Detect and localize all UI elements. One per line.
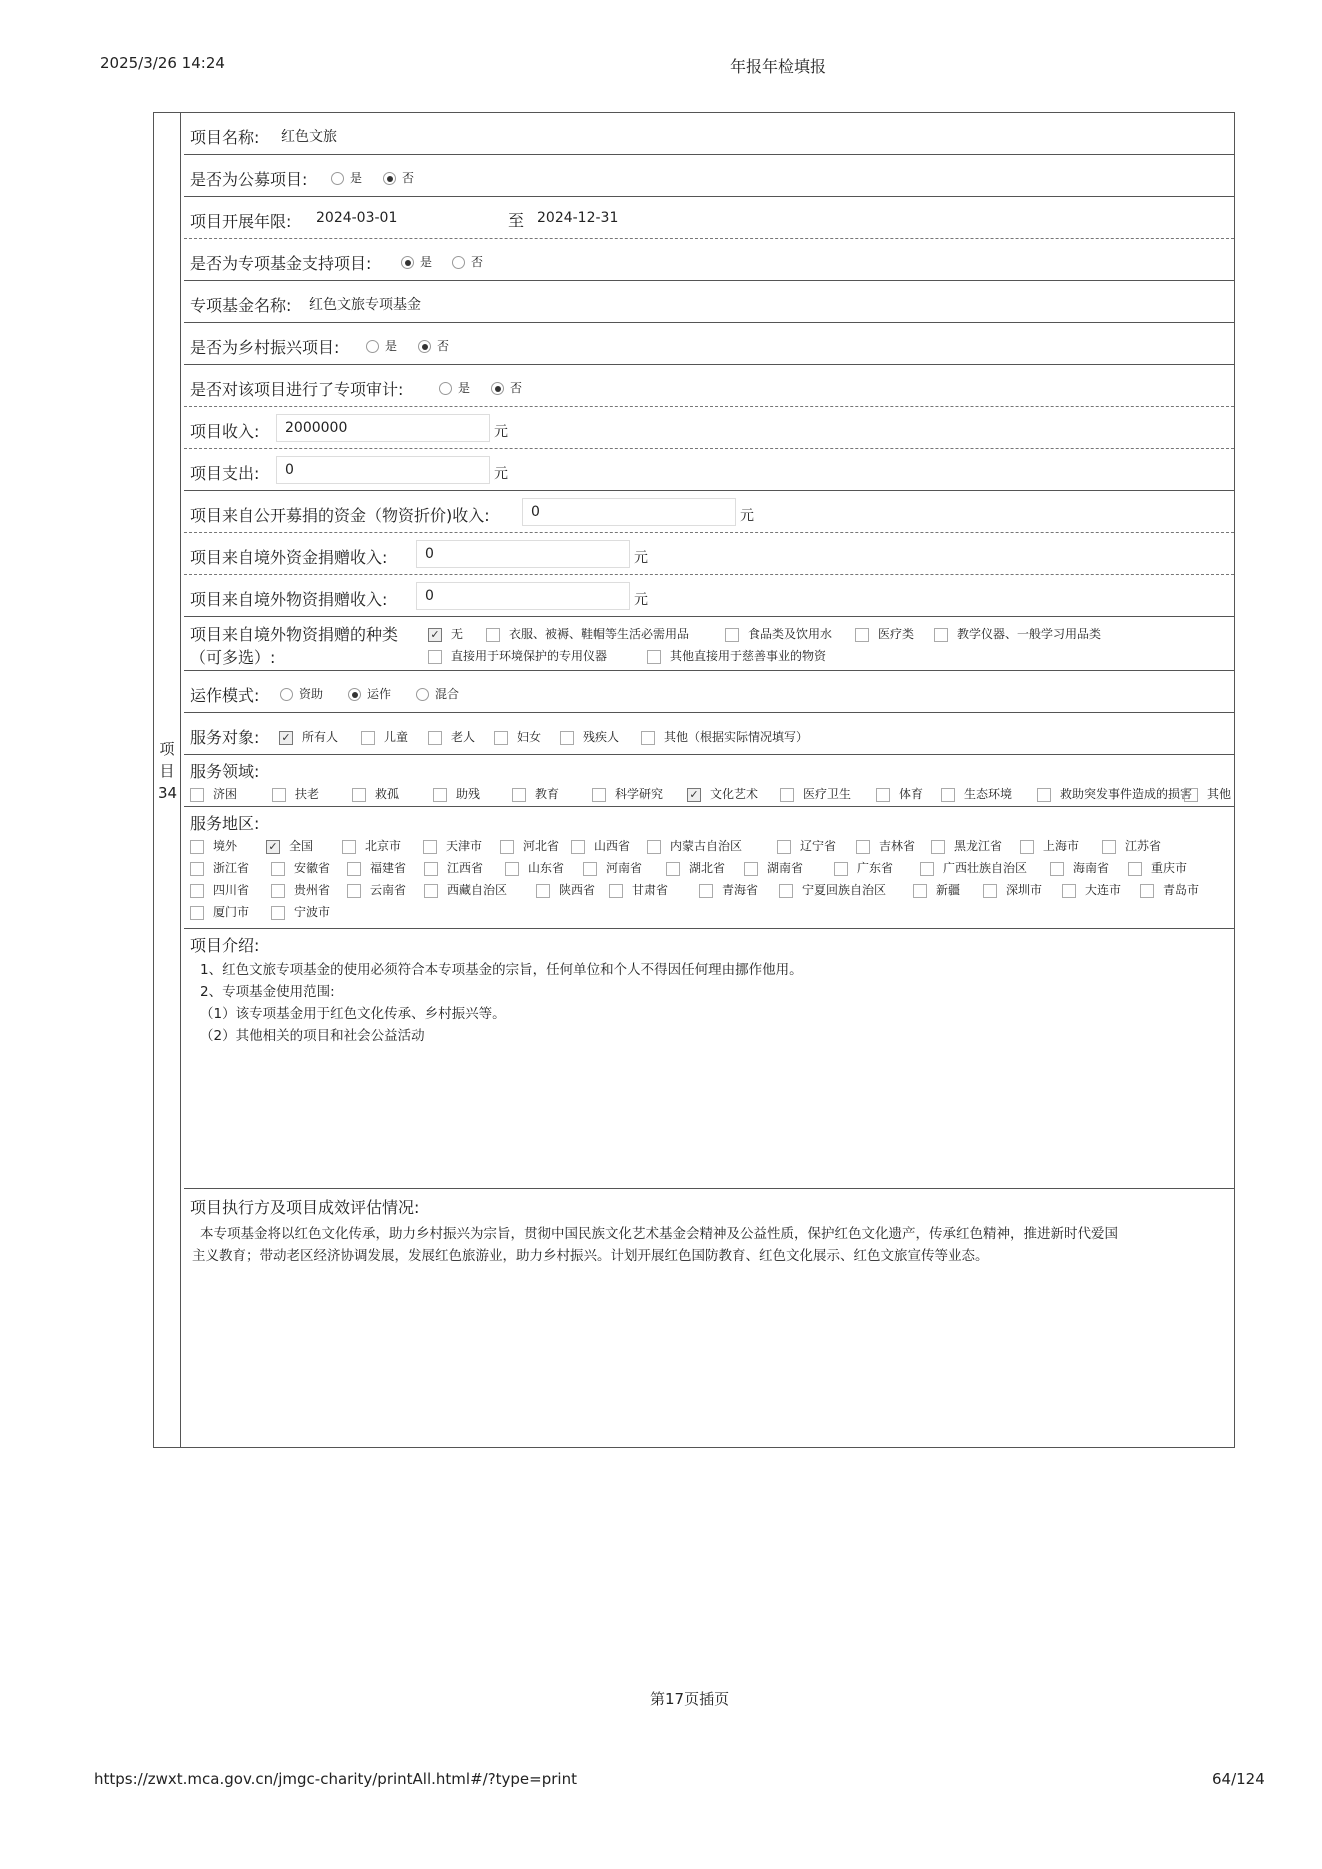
expense-unit: 元 [494,466,508,482]
goods-type-daily-checkbox[interactable]: 衣服、被褥、鞋帽等生活必需用品 [486,625,689,642]
rural-label: 是否为乡村振兴项目: [190,338,340,357]
region-checkbox[interactable]: 西藏自治区 [424,881,507,898]
fundraising-yes-radio[interactable]: 是 [331,169,362,186]
field-sports-checkbox[interactable]: 体育 [876,785,923,802]
intro-label: 项目介绍: [190,936,260,955]
target-disabled-checkbox[interactable]: 残疾人 [560,728,619,745]
region-checkbox[interactable]: 安徽省 [271,859,330,876]
special-fund-yes-radio[interactable]: 是 [401,253,432,270]
expense-input[interactable]: 0 [276,456,490,484]
mode-grant-radio[interactable]: 资助 [280,685,323,702]
row-expense [184,449,1234,491]
goods-type-label-2: （可多选）: [190,648,276,667]
page-label: 第17页插页 [650,1690,730,1708]
row-rural [184,323,1234,365]
region-checkbox[interactable]: 上海市 [1020,837,1079,854]
field-orphan-checkbox[interactable]: 救孤 [352,785,399,802]
region-checkbox[interactable]: 新疆 [913,881,960,898]
region-checkbox[interactable]: 甘肃省 [609,881,668,898]
row-income [184,407,1234,449]
foreign-goods-label: 项目来自境外物资捐赠收入: [190,590,388,609]
region-checkbox[interactable]: 内蒙古自治区 [647,837,742,854]
public-income-unit: 元 [740,508,754,524]
fundraising-no-radio[interactable]: 否 [383,169,414,186]
goods-type-medical-checkbox[interactable]: 医疗类 [855,625,914,642]
region-checkbox[interactable]: 湖南省 [744,859,803,876]
goods-type-none-checkbox[interactable]: ✓ 无 [428,625,463,642]
field-education-checkbox[interactable]: 教育 [512,785,559,802]
region-checkbox[interactable]: 云南省 [347,881,406,898]
income-input[interactable]: 2000000 [276,414,490,442]
region-checkbox[interactable]: 青岛市 [1140,881,1199,898]
goods-type-food-checkbox[interactable]: 食品类及饮用水 [725,625,832,642]
service-region-label: 服务地区: [190,814,260,833]
public-income-label: 项目来自公开募捐的资金（物资折价)收入: [190,506,490,525]
target-children-checkbox[interactable]: 儿童 [361,728,408,745]
field-science-checkbox[interactable]: 科学研究 [592,785,663,802]
region-checkbox[interactable]: 河南省 [583,859,642,876]
mode-mixed-radio[interactable]: 混合 [416,685,459,702]
project-name-label: 项目名称: [190,128,260,147]
region-checkbox[interactable]: 宁夏回族自治区 [779,881,886,898]
mode-operate-radio[interactable]: 运作 [348,685,391,702]
row-audit [184,365,1234,407]
goods-type-other-checkbox[interactable]: 其他直接用于慈善事业的物资 [647,647,826,664]
special-fund-name-label: 专项基金名称: [190,296,292,315]
row-period [184,197,1234,239]
row-special-fund-name [184,281,1234,323]
region-checkbox[interactable]: 重庆市 [1128,859,1187,876]
page-count: 64/124 [1212,1770,1265,1788]
region-checkbox[interactable]: 贵州省 [271,881,330,898]
form-content [184,113,1234,1447]
row-foreign-goods [184,575,1234,617]
field-health-checkbox[interactable]: 医疗卫生 [780,785,851,802]
audit-yes-radio[interactable]: 是 [439,379,470,396]
field-disabled-checkbox[interactable]: 助残 [433,785,480,802]
region-checkbox[interactable]: 黑龙江省 [931,837,1002,854]
service-field-label: 服务领域: [190,762,260,781]
fundraising-label: 是否为公募项目: [190,170,308,189]
region-checkbox[interactable]: 陕西省 [536,881,595,898]
field-culture-checkbox[interactable]: ✓ 文化艺术 [687,785,758,802]
mode-label: 运作模式: [190,686,260,705]
row-service-target [184,713,1234,755]
rural-yes-radio[interactable]: 是 [366,337,397,354]
to-label: 至 [508,211,525,230]
row-service-region [184,807,1234,929]
audit-label: 是否对该项目进行了专项审计: [190,380,404,399]
row-service-field [184,755,1234,807]
foreign-goods-unit: 元 [634,592,648,608]
special-fund-no-radio[interactable]: 否 [452,253,483,270]
service-target-label: 服务对象: [190,728,260,747]
region-checkbox[interactable]: 北京市 [342,837,401,854]
page-url: https://zwxt.mca.gov.cn/jmgc-charity/printAll.html#/?type=print [94,1770,577,1788]
goods-type-environment-checkbox[interactable]: 直接用于环境保护的专用仪器 [428,647,607,664]
income-unit: 元 [494,424,508,440]
rural-no-radio[interactable]: 否 [418,337,449,354]
region-checkbox[interactable]: 广西壮族自治区 [920,859,1027,876]
foreign-fund-input[interactable]: 0 [416,540,630,568]
region-checkbox[interactable]: 山东省 [505,859,564,876]
field-other-checkbox[interactable]: 其他 [1184,785,1231,802]
region-checkbox[interactable]: 四川省 [190,881,249,898]
region-checkbox[interactable]: 深圳市 [983,881,1042,898]
target-elderly-checkbox[interactable]: 老人 [428,728,475,745]
region-checkbox[interactable]: 厦门市 [190,903,249,920]
row-public-fundraising [184,155,1234,197]
start-date: 2024-03-01 [316,210,398,226]
audit-no-radio[interactable]: 否 [491,379,522,396]
foreign-fund-unit: 元 [634,550,648,566]
row-foreign-fund [184,533,1234,575]
region-checkbox[interactable]: 福建省 [347,859,406,876]
row-public-income [184,491,1234,533]
field-emergency-checkbox[interactable]: 救助突发事件造成的损害 [1037,785,1192,802]
region-checkbox[interactable]: 山西省 [571,837,630,854]
field-ecology-checkbox[interactable]: 生态环境 [941,785,1012,802]
region-checkbox[interactable]: 江西省 [424,859,483,876]
target-other-checkbox[interactable]: 其他（根据实际情况填写） [641,728,808,745]
target-all-checkbox[interactable]: ✓ 所有人 [279,728,338,745]
goods-type-label: 项目来自境外物资捐赠的种类 [190,625,399,644]
region-checkbox[interactable]: 海南省 [1050,859,1109,876]
side-label-column [154,113,181,1447]
print-date: 2025/3/26 14:24 [100,54,225,72]
evaluation-label: 项目执行方及项目成效评估情况: [190,1198,420,1217]
project-name-value: 红色文旅 [281,129,337,145]
region-checkbox[interactable]: 辽宁省 [777,837,836,854]
region-checkbox[interactable]: 境外 [190,837,237,854]
row-special-fund [184,239,1234,281]
page-title: 年报年检填报 [730,57,827,76]
region-checkbox[interactable]: 吉林省 [856,837,915,854]
region-checkbox[interactable]: 江苏省 [1102,837,1161,854]
income-label: 项目收入: [190,422,260,441]
period-label: 项目开展年限: [190,212,292,231]
region-checkbox[interactable]: 青海省 [699,881,758,898]
region-checkbox[interactable]: 广东省 [834,859,893,876]
public-income-input[interactable]: 0 [522,498,736,526]
row-goods-types [184,617,1234,671]
field-elderly-checkbox[interactable]: 扶老 [272,785,319,802]
region-checkbox[interactable]: 大连市 [1062,881,1121,898]
end-date: 2024-12-31 [537,210,619,226]
target-women-checkbox[interactable]: 妇女 [494,728,541,745]
project-form [153,112,1235,1448]
field-poverty-checkbox[interactable]: 济困 [190,785,237,802]
special-fund-label: 是否为专项基金支持项目: [190,254,372,273]
evaluation-text: 本专项基金将以红色文化传承，助力乡村振兴为宗旨，贯彻中国民族文化艺术基金会精神及公益性质，保护红色文化遗产，传承红色精神，推进新时代爱国 主义教育；带动老区经济协调发展，发展红色旅游业，助力乡村振兴。计划开展红色国防教育、红色文化展示、红色文旅宣传等业态。 [192,1226,1118,1264]
intro-text: 1、红色文旅专项基金的使用必须符合本专项基金的宗旨，任何单位和个人不得因任何理由挪作他用。 2、专项基金使用范围: （1）该专项基金用于红色文化传承、乡村振兴等。 （2）其他相关的项目和社会公益活动 [200,962,803,1044]
row-project-name [184,113,1234,155]
region-checkbox[interactable]: 湖北省 [666,859,725,876]
region-checkbox[interactable]: ✓ 全国 [266,837,313,854]
row-intro [184,929,1234,1189]
row-evaluation [184,1189,1234,1447]
region-checkbox[interactable]: 河北省 [500,837,559,854]
side-label: 项 目 34 [158,740,178,802]
region-checkbox[interactable]: 宁波市 [271,903,330,920]
special-fund-name-value: 红色文旅专项基金 [309,297,421,313]
region-checkbox[interactable]: 天津市 [423,837,482,854]
foreign-goods-input[interactable]: 0 [416,582,630,610]
goods-type-teaching-checkbox[interactable]: 教学仪器、一般学习用品类 [934,625,1101,642]
expense-label: 项目支出: [190,464,260,483]
row-mode [184,671,1234,713]
foreign-fund-label: 项目来自境外资金捐赠收入: [190,548,388,567]
region-checkbox[interactable]: 浙江省 [190,859,249,876]
